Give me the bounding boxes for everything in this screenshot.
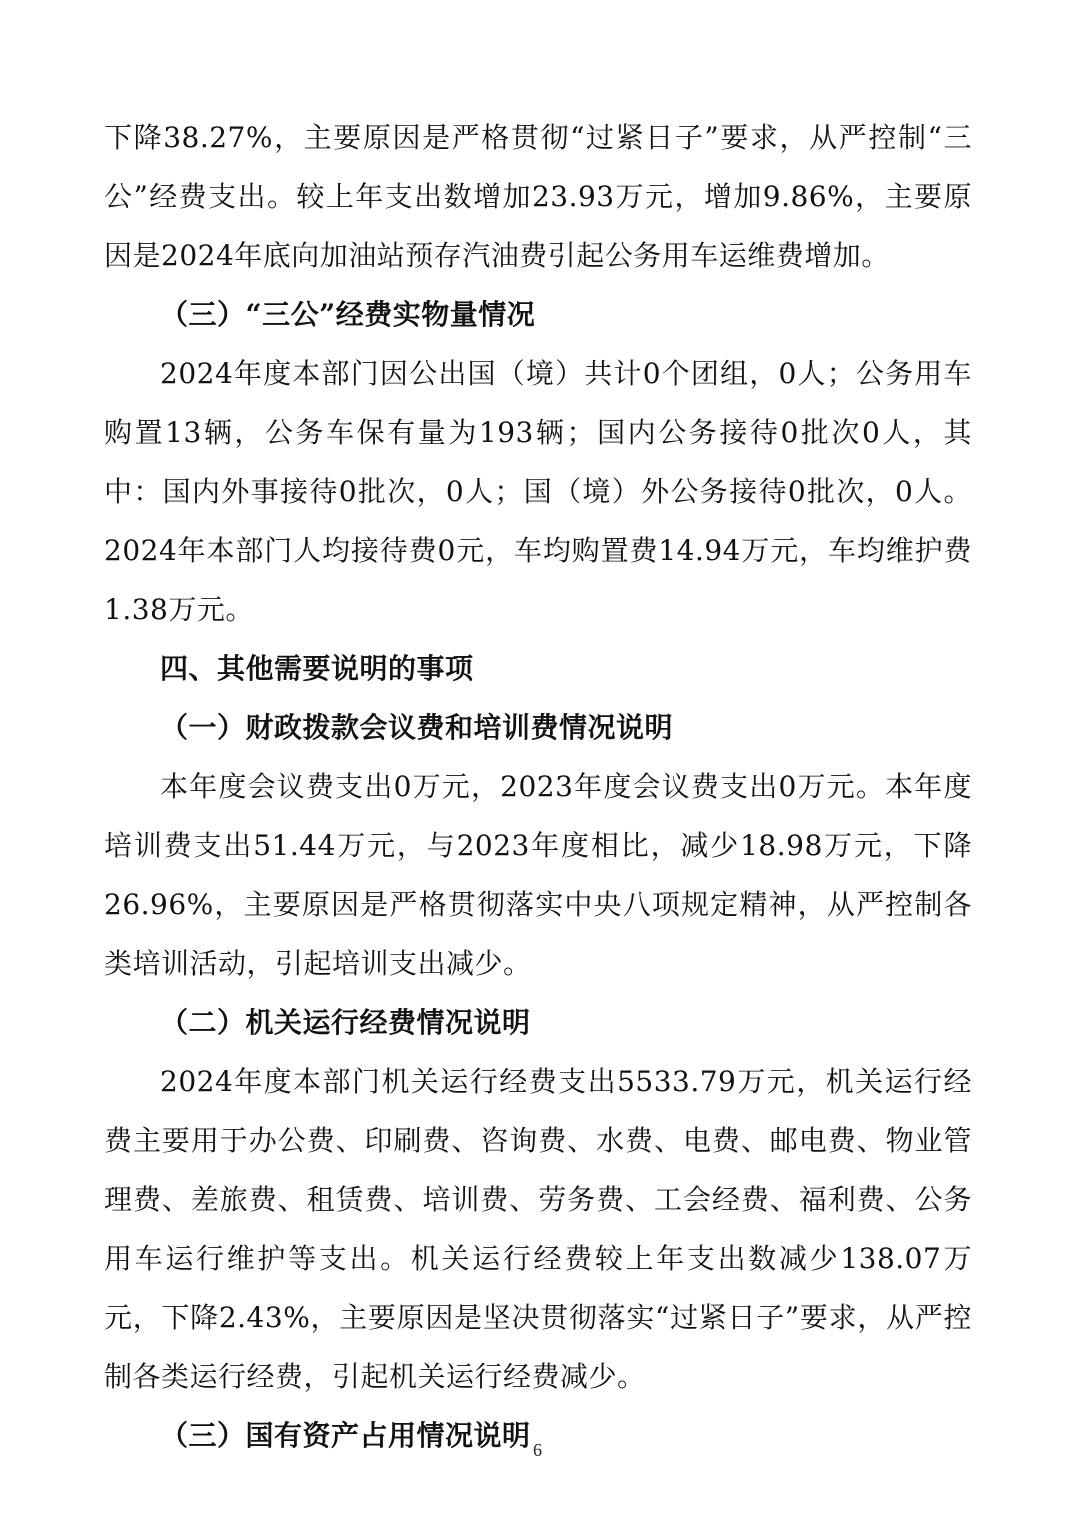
heading-three-public-physical-quantity: （三）“三公”经费实物量情况 — [160, 298, 536, 331]
heading-other-matters: 四、其他需要说明的事项 — [160, 652, 474, 685]
heading-state-assets: （三）国有资产占用情况说明 — [160, 1419, 531, 1452]
paragraph-meeting-training-fees: 本年度会议费支出0万元，2023年度会议费支出0万元。本年度培训费支出51.44万元，与2023年度相比，减少18.98万元，下降26.96%，主要原因是严格贯彻落实中央八项规定精神，从严控制各类培训活动，引起培训支出减少。 — [104, 770, 972, 980]
heading-meeting-training-fees: （一）财政拨款会议费和培训费情况说明 — [160, 711, 674, 744]
document-body — [104, 108, 972, 1465]
heading-operating-expenses: （二）机关运行经费情况说明 — [160, 1006, 531, 1039]
paragraph-physical-quantity: 2024年度本部门因公出国（境）共计0个团组，0人；公务用车购置13辆，公务车保有量为193辆；国内公务接待0批次0人，其中：国内外事接待0批次，0人；国（境）外公务接待0批次，0人。2024年本部门人均接待费0元，车均购置费14.94万元，车均维护费1.38万元。 — [104, 357, 972, 626]
paragraph-operating-expenses: 2024年度本部门机关运行经费支出5533.79万元，机关运行经费主要用于办公费、印刷费、咨询费、水费、电费、邮电费、物业管理费、差旅费、租赁费、培训费、劳务费、工会经费、福利费、公务用车运行维护等支出。机关运行经费较上年支出数减少138.07万元，下降2.43%，主要原因是坚决贯彻落实“过紧日子”要求，从严控制各类运行经费，引起机关运行经费减少。 — [104, 1065, 972, 1393]
page-number: 6 — [533, 1440, 542, 1460]
paragraph-three-public-expenses-change: 下降38.27%，主要原因是严格贯彻“过紧日子”要求，从严控制“三公”经费支出。较上年支出数增加23.93万元，增加9.86%，主要原因是2024年底向加油站预存汽油费引起公务用车运维费增加。 — [104, 121, 972, 272]
